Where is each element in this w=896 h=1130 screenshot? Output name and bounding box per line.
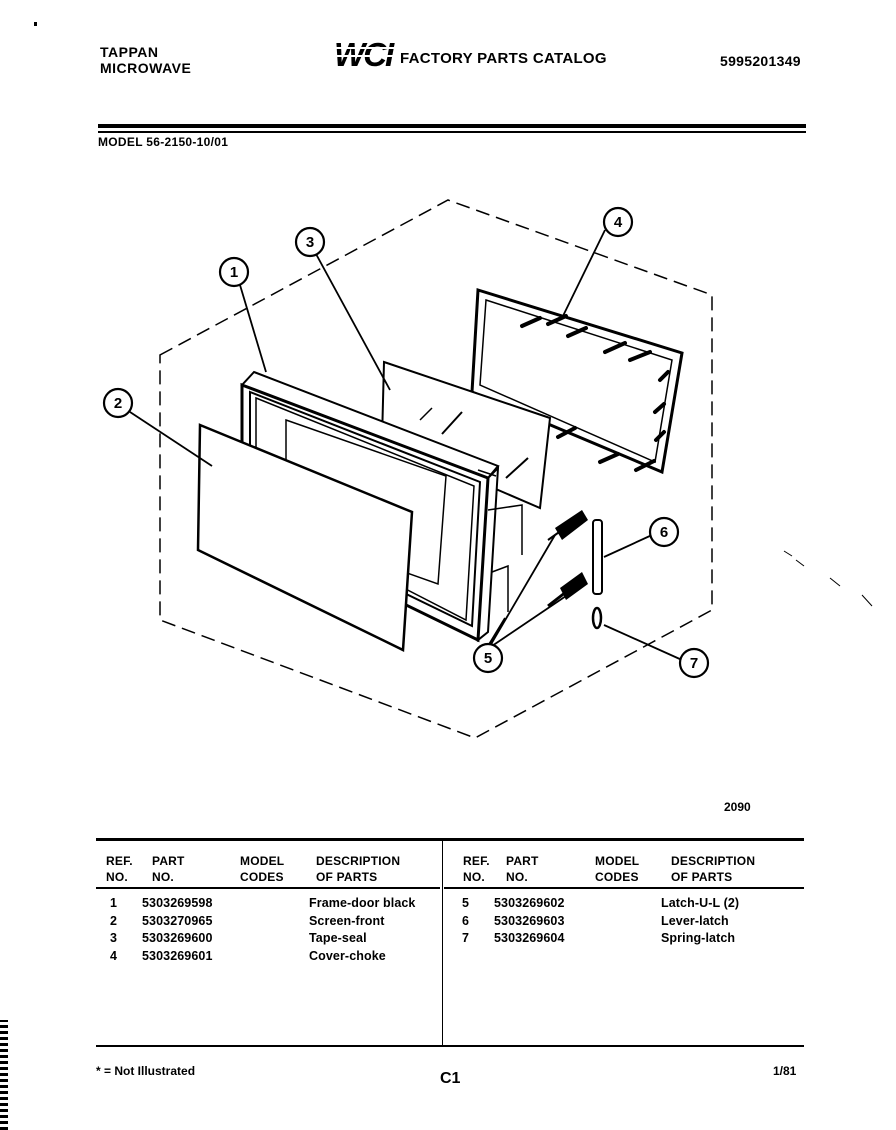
scan-edge-artifact [0, 1020, 8, 1130]
table-row-desc: Lever-latch [661, 913, 729, 928]
callout-6: 6 [659, 524, 669, 541]
table-row-ref: 4 [110, 948, 118, 963]
table-row-ref: 2 [110, 913, 118, 928]
table-row-desc: Spring-latch [661, 931, 736, 945]
table-row-ref: 6 [462, 913, 470, 928]
lever-latch-part [593, 520, 602, 594]
table-row-part: 5303269602 [494, 896, 565, 910]
callout-7: 7 [689, 655, 699, 672]
table-row-part: 5303269601 [142, 948, 213, 963]
header-model-codes-right: MODEL CODES [595, 854, 640, 884]
spring-latch-part [593, 608, 601, 628]
logo-text: WCI [334, 36, 393, 72]
table-row-part: 5303269598 [142, 896, 213, 910]
header-description: DESCRIPTION OF PARTS [316, 854, 401, 884]
header-ref-right: REF. NO. [463, 854, 490, 884]
table-row-ref: 1 [110, 896, 118, 910]
table-row-part: 5303269603 [494, 913, 565, 928]
brand-line-2: MICROWAVE [100, 60, 192, 76]
figure-number: 2090 [724, 800, 751, 814]
table-top-rule [96, 838, 804, 841]
callout-4: 4 [613, 214, 623, 231]
header-ref: REF. NO. [106, 854, 133, 884]
header-part-right: PART NO. [506, 854, 539, 884]
left-desc-column [309, 895, 416, 965]
right-desc-column [661, 895, 739, 948]
left-ref-column [110, 895, 117, 965]
table-divider [442, 841, 443, 1045]
scan-marks [784, 551, 872, 606]
left-part-column [142, 895, 213, 965]
callout-1: 1 [229, 264, 239, 281]
latch-parts [548, 510, 588, 606]
table-row-ref: 5 [462, 896, 470, 910]
table-row-desc: Tape-seal [309, 931, 367, 945]
table-row-part: 5303269600 [142, 931, 213, 945]
header-part: PART NO. [152, 854, 185, 884]
not-illustrated-note: * = Not Illustrated [96, 1064, 196, 1078]
catalog-title: FACTORY PARTS CATALOG [400, 50, 607, 67]
table-row-part: 5303270965 [142, 913, 213, 928]
catalog-date: 1/81 [773, 1064, 797, 1078]
callout-5: 5 [483, 650, 493, 667]
table-row-part: 5303269604 [494, 931, 565, 945]
table-row-desc: Screen-front [309, 913, 385, 928]
page-number: C1 [440, 1070, 461, 1087]
model-line: MODEL 56-2150-10/01 [98, 135, 229, 149]
catalog-number: 5995201349 [720, 53, 801, 69]
table-header-rule-left [96, 887, 440, 889]
callout-3: 3 [305, 234, 315, 251]
brand-line-1: TAPPAN [100, 44, 159, 60]
header-description-right: DESCRIPTION OF PARTS [671, 854, 756, 884]
callout-2: 2 [113, 395, 123, 412]
right-part-column [494, 895, 565, 948]
table-row-ref: 3 [110, 931, 118, 945]
table-row-desc: Latch-U-L (2) [661, 896, 740, 910]
table-header-rule-right [444, 887, 804, 889]
table-row-desc: Cover-choke [309, 948, 386, 963]
table-row-ref: 7 [462, 931, 470, 945]
right-ref-column [462, 895, 469, 948]
table-bottom-rule [96, 1045, 804, 1047]
table-row-desc: Frame-door black [309, 896, 416, 910]
header-model-codes: MODEL CODES [240, 854, 285, 884]
